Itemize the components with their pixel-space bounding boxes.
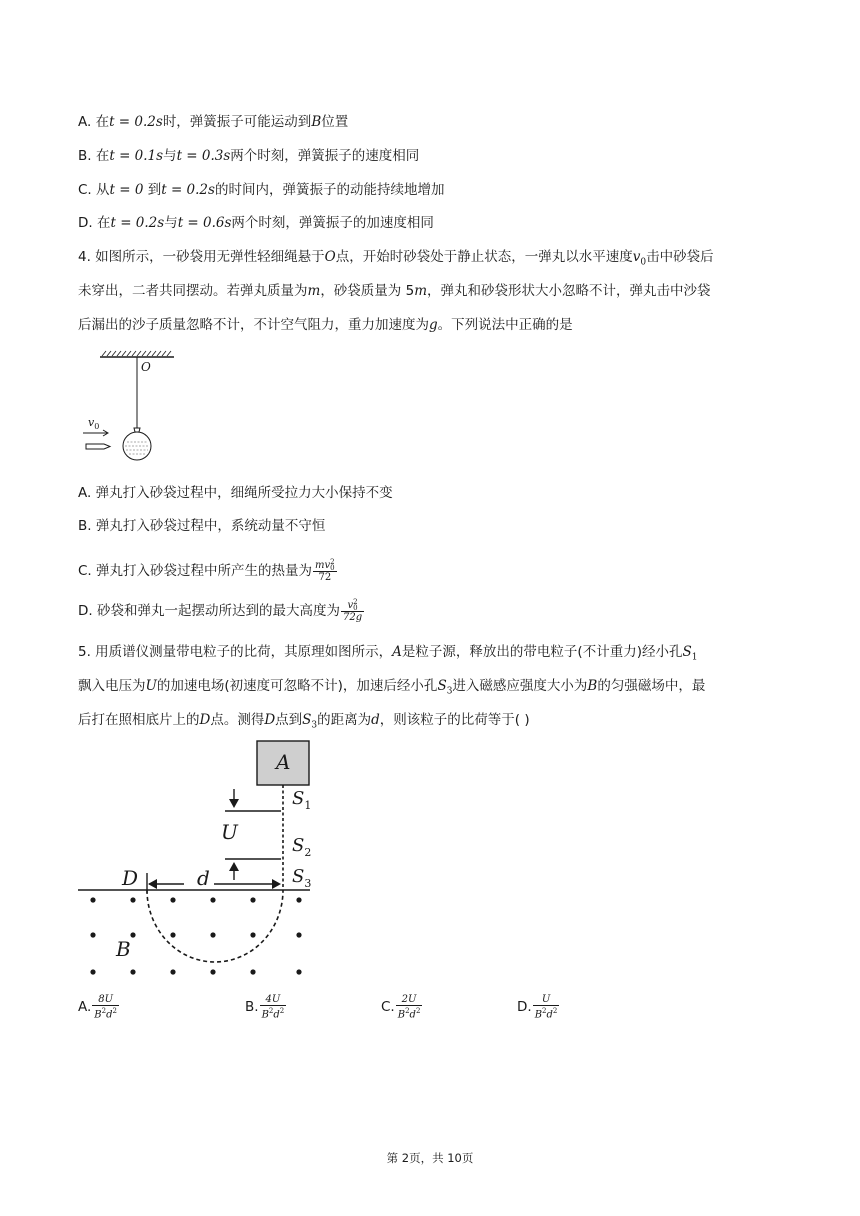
magnetic-field-dots xyxy=(90,897,301,974)
q4-option-c: C. 弹丸打入砂袋过程中所产生的热量为 mv 2 0 72 xyxy=(78,558,335,583)
q5-stem-line-2: 飘入电压为U的加速电场(初速度可忽略不计)，加速后经小孔$S_3$进入磁感应强度大小为B的匀强磁场中，最 xyxy=(78,678,706,697)
q4-stem-line-1: 4. 如图所示，一砂袋用无弹性轻细绳悬于O点，开始时砂袋处于静止状态，一弹丸以水平速度$v_0$击中砂袋后 xyxy=(78,249,714,268)
q5-stem-line-3: 后打在照相底片上的D点。测得D点到$S_3$的距离为d，则该粒子的比荷等于( ) xyxy=(78,712,530,731)
field-b-label: B xyxy=(116,937,131,961)
q4-stem-line-3: 后漏出的沙子质量忽略不计，不计空气阻力，重力加速度为g。下列说法中正确的是 xyxy=(78,317,573,333)
q5-option-c: C. $\frac{2U}{B^2d^2}$ xyxy=(381,994,421,1021)
distance-d-label: d xyxy=(197,866,210,890)
voltage-u-label: U xyxy=(221,820,238,844)
q5-option-b: B. $\frac{4U}{B^2d^2}$ xyxy=(245,994,285,1021)
q4-option-b: B. 弹丸打入砂袋过程中，系统动量不守恒 xyxy=(78,518,326,534)
page-footer: 第 2页，共 10页 xyxy=(386,1151,474,1165)
q4-option-a: A. 弹丸打入砂袋过程中，细绳所受拉力大小保持不变 xyxy=(78,485,393,501)
svg-text:S3: $S_3$ xyxy=(292,866,312,890)
arrow-up-icon xyxy=(229,862,239,871)
bullet-icon xyxy=(86,444,110,449)
q3-option-b: B. 在t = 0.1s与t = 0.3s两个时刻，弹簧振子的速度相同 xyxy=(78,148,420,164)
point-d-label: D xyxy=(122,866,139,890)
svg-text:S2: $S_2$ xyxy=(292,835,312,859)
q5-mass-spectrometer-figure xyxy=(76,738,326,980)
q4-pendulum-figure xyxy=(80,348,190,466)
q3-option-a: A. 在t = 0.2s时，弹簧振子可能运动到B位置 xyxy=(78,114,349,130)
q3-option-d: D. 在t = 0.2s与t = 0.6s两个时刻，弹簧振子的加速度相同 xyxy=(78,215,434,231)
pivot-o-label: O xyxy=(141,360,151,374)
svg-text:A: A xyxy=(276,750,291,774)
q4-option-d: D. 砂袋和弹丸一起摆动所达到的最大高度为 v 2 0 72g xyxy=(78,598,363,623)
q5-stem-line-1: 5. 用质谱仪测量带电粒子的比荷，其原理如图所示，A是粒子源，释放出的带电粒子(不计重力)经小孔$S_1$ xyxy=(78,644,698,663)
arrow-down-icon xyxy=(229,799,239,808)
q4-stem-line-2: 未穿出，二者共同摆动。若弹丸质量为m，砂袋质量为 5m，弹丸和砂袋形状大小忽略不计，弹丸击中沙袋 xyxy=(78,283,711,299)
arrow-left-icon xyxy=(148,879,157,889)
arrow-right-icon xyxy=(272,879,281,889)
q5-option-a: A. $\frac{8U}{B^2d^2}$ xyxy=(78,994,117,1021)
svg-text:S1: $S_1$ xyxy=(292,788,312,812)
velocity-v0-label: $v_0$ xyxy=(88,416,100,431)
q5-option-d: D. $\frac{U}{B^2d^2}$ xyxy=(517,994,558,1021)
q3-option-c: C. 从t = 0 到t = 0.2s的时间内，弹簧振子的动能持续地增加 xyxy=(78,182,445,198)
